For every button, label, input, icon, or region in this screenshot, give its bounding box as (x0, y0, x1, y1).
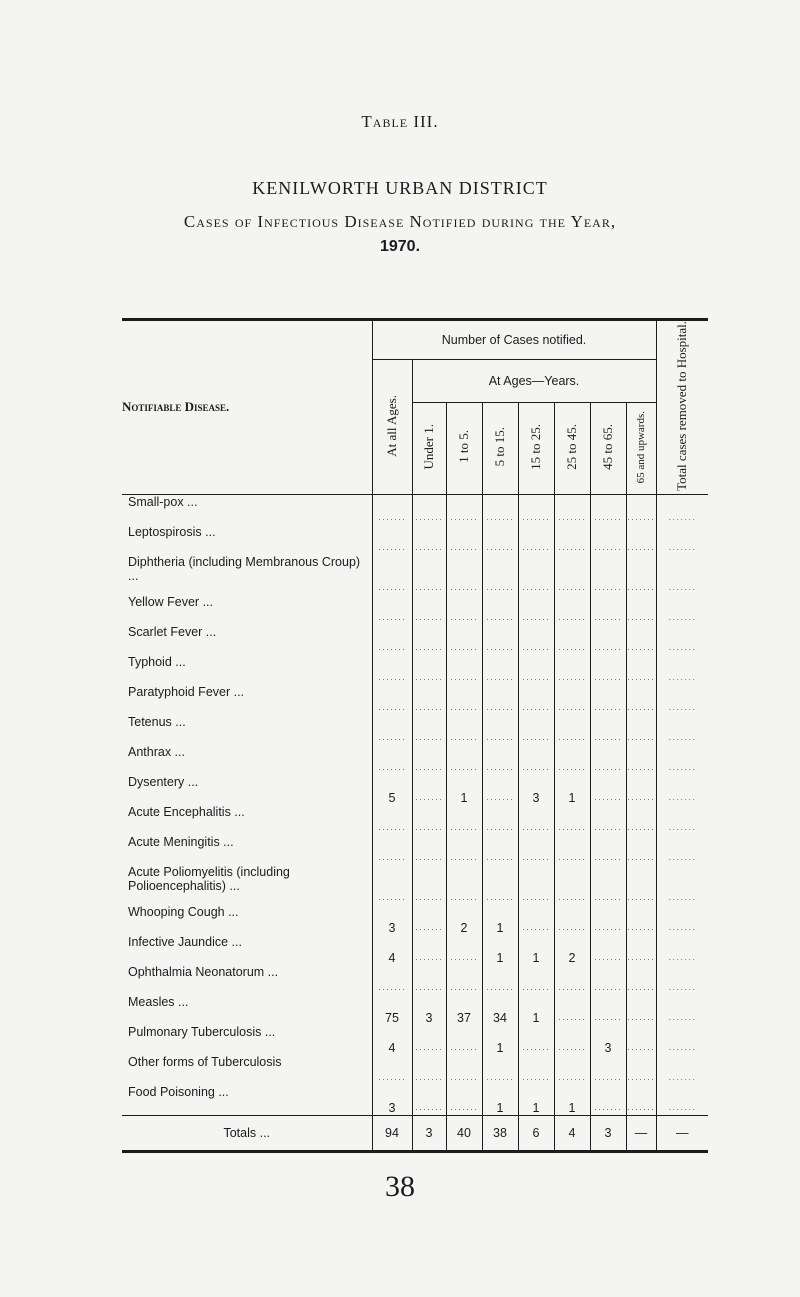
cell-value: ······· (656, 745, 708, 775)
cell-value: ······· (554, 525, 590, 555)
cell-value: ······· (372, 625, 412, 655)
cell-value: ······· (372, 835, 412, 865)
cell-value: ······· (626, 965, 656, 995)
disease-name: Food Poisoning ... (128, 1084, 229, 1099)
cell-value: ······· (626, 935, 656, 965)
cell-value: ······· (482, 595, 518, 625)
cell-value: ······· (518, 685, 554, 715)
cell-value: ······· (626, 555, 656, 595)
cell-value: 2 (446, 905, 482, 935)
cell-value: ······· (656, 805, 708, 835)
cell-value: ······· (656, 965, 708, 995)
cell-value: 3 (372, 1085, 412, 1116)
subtitle: Cases of Infectious Disease Notified during the Year, (183, 212, 617, 231)
cell-value: ······· (554, 555, 590, 595)
age-col-header: 45 to 65. (590, 402, 626, 494)
cell-value: ······· (446, 835, 482, 865)
cell-value: ······· (554, 595, 590, 625)
cell-value: ······· (626, 1055, 656, 1085)
cell-value: ······· (412, 1025, 446, 1055)
disease-name: Ophthalmia Neonatorum ... (128, 964, 279, 979)
cell-value: ······· (656, 715, 708, 745)
cell-value: ······· (590, 1055, 626, 1085)
cell-value: ······· (590, 685, 626, 715)
cell-value: ······· (412, 745, 446, 775)
cell-value: ······· (482, 625, 518, 655)
cell-value: ······· (446, 1025, 482, 1055)
cell-value: ······· (554, 685, 590, 715)
cell-value: ······· (554, 965, 590, 995)
total-value: 40 (446, 1115, 482, 1151)
cell-value: ······· (482, 715, 518, 745)
cell-value: ······· (482, 494, 518, 525)
disease-name: Acute Encephalitis ... (128, 804, 245, 819)
cell-value: ······· (656, 865, 708, 905)
total-value: 3 (412, 1115, 446, 1151)
total-value: 3 (590, 1115, 626, 1151)
cell-value: ······· (656, 1085, 708, 1116)
age-col-header: 25 to 45. (554, 402, 590, 494)
cell-value: ······· (590, 494, 626, 525)
cell-value: ······· (412, 905, 446, 935)
total-value: — (656, 1115, 708, 1151)
cell-value: ······· (554, 1025, 590, 1055)
age-col-header: Under 1. (412, 402, 446, 494)
disease-name: Anthrax ... (128, 744, 185, 759)
cell-value: ······· (412, 655, 446, 685)
cell-value: ······· (412, 525, 446, 555)
ages-years-header: At Ages—Years. (412, 360, 656, 403)
page-number: 38 (385, 1170, 415, 1203)
cell-value: 1 (518, 935, 554, 965)
cell-value: 3 (372, 905, 412, 935)
cell-value: ······· (412, 685, 446, 715)
cell-value: ······· (626, 865, 656, 905)
cell-value: ······· (372, 555, 412, 595)
cell-value: ······· (590, 745, 626, 775)
cell-value: ······· (554, 835, 590, 865)
cell-value: ······· (656, 494, 708, 525)
cell-value: ······· (656, 685, 708, 715)
cell-value: ······· (446, 805, 482, 835)
cell-value: ······· (554, 1055, 590, 1085)
cell-value: ······· (554, 625, 590, 655)
cell-value: ······· (412, 625, 446, 655)
table-label: Table III. (361, 112, 439, 131)
table-row (122, 685, 708, 715)
cell-value: ······· (412, 965, 446, 995)
disease-name: Acute Meningitis ... (128, 834, 234, 849)
age-col-header: 15 to 25. (518, 402, 554, 494)
cell-value: ······· (518, 835, 554, 865)
cell-value: ······· (446, 745, 482, 775)
table-row (122, 1055, 708, 1085)
cell-value: 1 (482, 935, 518, 965)
cell-value: ······· (590, 995, 626, 1025)
table-row (122, 625, 708, 655)
cell-value: 3 (590, 1025, 626, 1055)
cell-value: ······· (412, 494, 446, 525)
cell-value: ······· (554, 715, 590, 745)
subtitle-year: 1970. (379, 238, 421, 255)
disease-name: Acute Poliomyelitis (including Polioencephalitis) ... (128, 864, 290, 893)
table-row (122, 655, 708, 685)
cell-value: ······· (412, 865, 446, 905)
cell-value: ······· (590, 595, 626, 625)
cell-value: ······· (446, 625, 482, 655)
table-row (122, 865, 708, 905)
cell-value: ······· (412, 835, 446, 865)
cell-value: 4 (372, 935, 412, 965)
table-row (122, 995, 708, 1025)
cell-value: ······· (656, 935, 708, 965)
cell-value: ······· (626, 595, 656, 625)
cell-value: ······· (554, 745, 590, 775)
table-row (122, 595, 708, 625)
table-row (122, 835, 708, 865)
cell-value: ······· (446, 525, 482, 555)
cases-notified-header: Number of Cases notified. (372, 320, 656, 360)
disease-column-header: Notifiable Disease. (122, 399, 230, 415)
cell-value: ······· (656, 555, 708, 595)
cell-value: 1 (482, 1085, 518, 1116)
cell-value: ······· (626, 745, 656, 775)
cell-value: 1 (518, 995, 554, 1025)
totals-label: Totals ... (122, 1115, 372, 1151)
cell-value: ······· (518, 525, 554, 555)
cell-value: ······· (372, 494, 412, 525)
cell-value: ······· (626, 655, 656, 685)
disease-name: Other forms of Tuberculosis (128, 1054, 282, 1069)
cell-value: ······· (372, 655, 412, 685)
district-title: KENILWORTH URBAN DISTRICT (252, 178, 548, 198)
cell-value: ······· (482, 685, 518, 715)
cell-value: ······· (590, 965, 626, 995)
cell-value: ······· (412, 1085, 446, 1116)
cell-value: ······· (482, 805, 518, 835)
table-row (122, 905, 708, 935)
total-value: 6 (518, 1115, 554, 1151)
cell-value: ······· (446, 715, 482, 745)
cell-value: ······· (412, 715, 446, 745)
cell-value: ······· (656, 775, 708, 805)
disease-name: Dysentery ... (128, 774, 199, 789)
cell-value: ······· (412, 555, 446, 595)
cell-value: ······· (590, 775, 626, 805)
cell-value: ······· (590, 835, 626, 865)
age-col-header: 1 to 5. (446, 402, 482, 494)
cell-value: ······· (446, 555, 482, 595)
cell-value: ······· (518, 1025, 554, 1055)
cell-value: 1 (446, 775, 482, 805)
cell-value: 1 (554, 775, 590, 805)
cell-value: ······· (626, 625, 656, 655)
cell-value: 34 (482, 995, 518, 1025)
cell-value: ······· (554, 805, 590, 835)
cell-value: ······· (518, 494, 554, 525)
table-row (122, 494, 708, 525)
cell-value: ······· (590, 805, 626, 835)
cell-value: ······· (446, 1085, 482, 1116)
cell-value: ······· (626, 995, 656, 1025)
cell-value: ······· (518, 805, 554, 835)
table-row (122, 1025, 708, 1055)
cell-value: ······· (626, 1085, 656, 1116)
cell-value: ······· (372, 805, 412, 835)
cell-value: ······· (626, 775, 656, 805)
cell-value: 1 (482, 1025, 518, 1055)
cell-value: ······· (656, 905, 708, 935)
cell-value: 3 (412, 995, 446, 1025)
cell-value: ······· (590, 655, 626, 685)
hospital-column-header: Total cases removed to Hospital. (656, 320, 708, 495)
cell-value: ······· (554, 494, 590, 525)
age-col-header: 65 and upwards. (626, 402, 656, 494)
cell-value: ······· (518, 905, 554, 935)
age-col-header: 5 to 15. (482, 402, 518, 494)
cell-value: ······· (656, 525, 708, 555)
cell-value: ······· (518, 745, 554, 775)
table-row (122, 805, 708, 835)
total-value: — (626, 1115, 656, 1151)
cell-value: 5 (372, 775, 412, 805)
cell-value: ······· (518, 595, 554, 625)
cell-value: ······· (412, 935, 446, 965)
cell-value: ······· (446, 494, 482, 525)
cell-value: ······· (518, 1055, 554, 1085)
disease-name: Small-pox ... (128, 494, 198, 509)
cell-value: ······· (554, 655, 590, 685)
cell-value: ······· (518, 555, 554, 595)
disease-name: Tetenus ... (128, 714, 186, 729)
cell-value: ······· (482, 965, 518, 995)
cell-value: 37 (446, 995, 482, 1025)
cell-value: ······· (372, 745, 412, 775)
table-row (122, 1085, 708, 1116)
cell-value: ······· (518, 865, 554, 905)
cell-value: ······· (518, 715, 554, 745)
table-row (122, 555, 708, 595)
cell-value: ······· (590, 525, 626, 555)
cell-value: ······· (626, 835, 656, 865)
cell-value: ······· (554, 995, 590, 1025)
cell-value: ······· (626, 715, 656, 745)
cell-value: ······· (482, 525, 518, 555)
notifiable-disease-table (122, 318, 708, 1153)
cell-value: ······· (372, 1055, 412, 1085)
cell-value: ······· (372, 595, 412, 625)
disease-name: Yellow Fever ... (128, 594, 213, 609)
cell-value: ······· (482, 655, 518, 685)
disease-name: Paratyphoid Fever ... (128, 684, 245, 699)
cell-value: ······· (372, 715, 412, 745)
table-row (122, 525, 708, 555)
table-body (122, 494, 708, 1151)
cell-value: ······· (446, 865, 482, 905)
cell-value: ······· (482, 775, 518, 805)
cell-value: 1 (554, 1085, 590, 1116)
cell-value: ······· (446, 595, 482, 625)
table-row (122, 965, 708, 995)
disease-name: Scarlet Fever ... (128, 624, 217, 639)
disease-name: Pulmonary Tuberculosis ... (128, 1024, 276, 1039)
cell-value: ······· (518, 965, 554, 995)
cell-value: ······· (482, 835, 518, 865)
cell-value: 2 (554, 935, 590, 965)
cell-value: ······· (590, 935, 626, 965)
cell-value: ······· (626, 494, 656, 525)
cell-value: ······· (590, 555, 626, 595)
cell-value: ······· (626, 805, 656, 835)
cell-value: ······· (372, 865, 412, 905)
cell-value: ······· (518, 625, 554, 655)
cell-value: 4 (372, 1025, 412, 1055)
cell-value: ······· (518, 655, 554, 685)
cell-value: ······· (554, 865, 590, 905)
cell-value: ······· (412, 1055, 446, 1085)
cell-value: ······· (626, 905, 656, 935)
total-value: 38 (482, 1115, 518, 1151)
cell-value: ······· (372, 965, 412, 995)
cell-value: ······· (554, 905, 590, 935)
disease-name: Infective Jaundice ... (128, 934, 242, 949)
cell-value: ······· (482, 555, 518, 595)
cell-value: ······· (590, 625, 626, 655)
cell-value: ······· (372, 685, 412, 715)
cell-value: ······· (372, 525, 412, 555)
disease-name: Measles ... (128, 994, 189, 1009)
table-row (122, 775, 708, 805)
cell-value: ······· (656, 625, 708, 655)
cell-value: ······· (656, 655, 708, 685)
cell-value: ······· (656, 835, 708, 865)
table-row (122, 745, 708, 775)
cell-value: 1 (518, 1085, 554, 1116)
cell-value: ······· (656, 1055, 708, 1085)
disease-name: Leptospirosis ... (128, 524, 216, 539)
cell-value: ······· (626, 1025, 656, 1055)
cell-value: ······· (626, 525, 656, 555)
cell-value: ······· (412, 595, 446, 625)
cell-value: ······· (446, 935, 482, 965)
cell-value: ······· (590, 865, 626, 905)
cell-value: ······· (626, 685, 656, 715)
cell-value: ······· (656, 595, 708, 625)
cell-value: 75 (372, 995, 412, 1025)
cell-value: ······· (446, 965, 482, 995)
total-value: 4 (554, 1115, 590, 1151)
cell-value: ······· (482, 745, 518, 775)
cell-value: ······· (446, 1055, 482, 1085)
cell-value: ······· (590, 715, 626, 745)
table-row (122, 715, 708, 745)
cell-value: ······· (656, 995, 708, 1025)
cell-value: ······· (590, 1085, 626, 1116)
table-row (122, 935, 708, 965)
cell-value: 3 (518, 775, 554, 805)
cell-value: ······· (446, 685, 482, 715)
cell-value: ······· (656, 1025, 708, 1055)
all-ages-header: At all Ages. (372, 360, 412, 495)
disease-name: Typhoid ... (128, 654, 186, 669)
cell-value: ······· (446, 655, 482, 685)
total-value: 94 (372, 1115, 412, 1151)
cell-value: ······· (482, 1055, 518, 1085)
disease-name: Whooping Cough ... (128, 904, 239, 919)
cell-value: ······· (482, 865, 518, 905)
cell-value: ······· (590, 905, 626, 935)
cell-value: ······· (412, 805, 446, 835)
disease-name: Diphtheria (including Membranous Croup) ... (128, 554, 361, 583)
totals-row (122, 1115, 708, 1151)
cell-value: 1 (482, 905, 518, 935)
cell-value: ······· (412, 775, 446, 805)
